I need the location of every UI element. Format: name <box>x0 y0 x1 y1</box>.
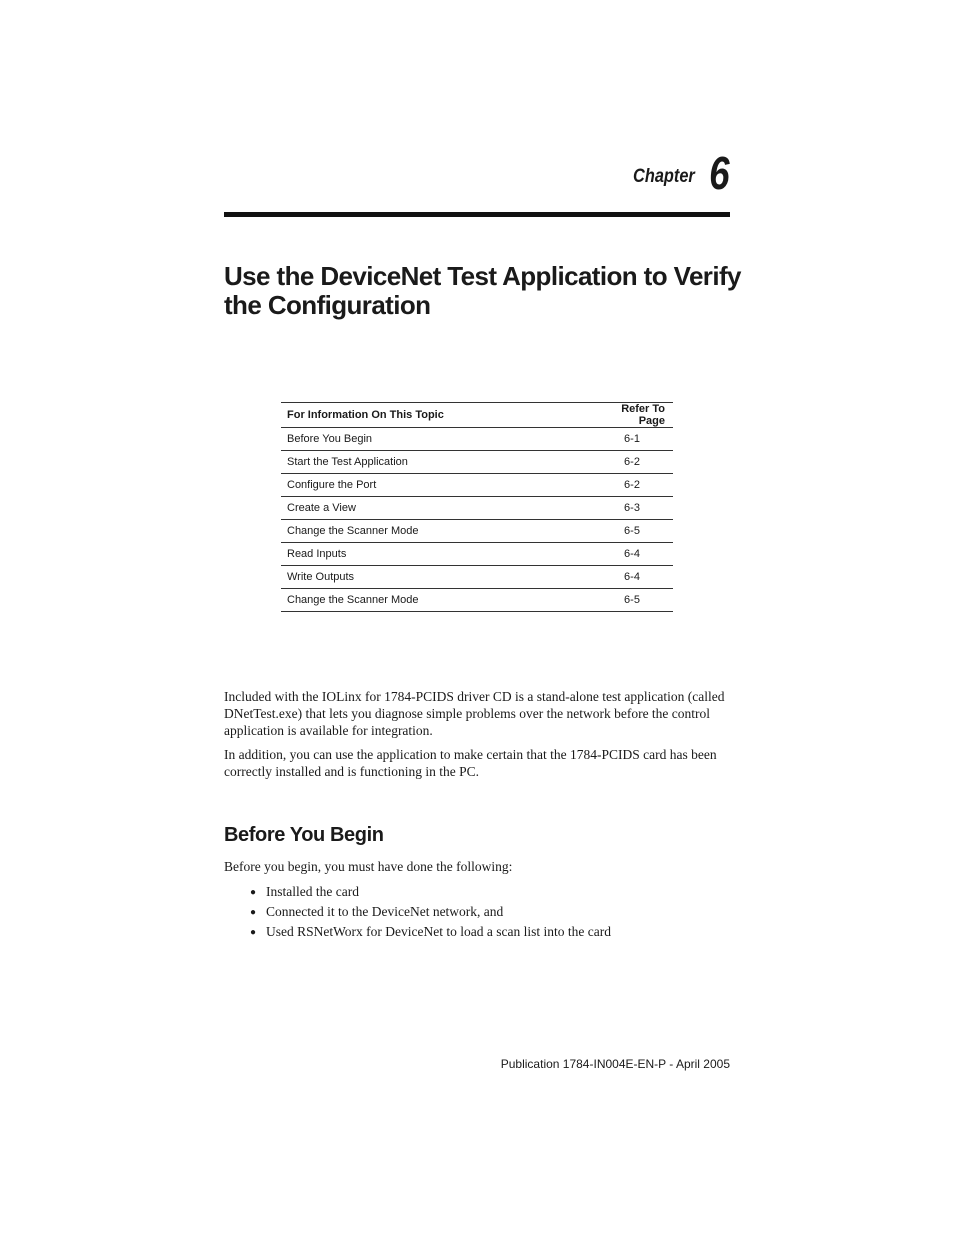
prerequisite-list <box>250 882 611 942</box>
page-cell: 6-3 <box>591 497 673 520</box>
table-row <box>281 589 673 612</box>
topic-cell: Read Inputs <box>281 543 591 566</box>
intro-text <box>224 688 734 787</box>
table-row <box>281 451 673 474</box>
bullet-icon: ● <box>250 886 257 898</box>
bullet-icon: ● <box>250 906 257 918</box>
table-row <box>281 497 673 520</box>
topic-cell: Before You Begin <box>281 428 591 451</box>
chapter-rule <box>224 212 730 217</box>
intro-paragraph: Included with the IOLinx for 1784-PCIDS driver CD is a stand-alone test application (called DNetTest.exe) that lets you diagnose simple problems over the network before the control application is available for integration. <box>224 689 725 738</box>
topic-cell: Change the Scanner Mode <box>281 589 591 612</box>
topic-cell: Change the Scanner Mode <box>281 520 591 543</box>
topic-cell: Configure the Port <box>281 474 591 497</box>
page-title: Use the DeviceNet Test Application to Verify the Configuration <box>224 261 741 320</box>
topic-column-header: For Information On This Topic <box>281 403 591 428</box>
chapter-label: Chapter <box>632 166 695 187</box>
page-cell: 6-5 <box>591 589 673 612</box>
page-cell: 6-2 <box>591 451 673 474</box>
section-lead-text: Before you begin, you must have done the following: <box>224 859 513 874</box>
topic-cell: Create a View <box>281 497 591 520</box>
page-column-header: Refer To Page <box>591 403 673 428</box>
list-item-text: Used RSNetWorx for DeviceNet to load a scan list into the card <box>266 924 611 939</box>
list-item-text: Connected it to the DeviceNet network, and <box>266 904 504 919</box>
topic-cell: Write Outputs <box>281 566 591 589</box>
table-row <box>281 566 673 589</box>
chapter-number: 6 <box>709 147 730 199</box>
section-heading: Before You Begin <box>224 824 384 846</box>
list-item <box>250 882 611 902</box>
list-item-text: Installed the card <box>266 884 359 899</box>
page-cell: 6-4 <box>591 543 673 566</box>
topics-table <box>281 402 673 612</box>
page-cell: 6-1 <box>591 428 673 451</box>
table-row <box>281 520 673 543</box>
table-header-row <box>281 403 673 428</box>
publication-footer: Publication 1784-IN004E-EN-P - April 2005 <box>500 1057 730 1071</box>
intro-paragraph: In addition, you can use the application to make certain that the 1784-PCIDS card has been correctly installed and is functioning in the PC. <box>224 747 717 779</box>
page-cell: 6-5 <box>591 520 673 543</box>
chapter-header <box>623 147 730 199</box>
page-cell: 6-2 <box>591 474 673 497</box>
topic-cell: Start the Test Application <box>281 451 591 474</box>
table-row <box>281 543 673 566</box>
list-item <box>250 922 611 942</box>
page-cell: 6-4 <box>591 566 673 589</box>
list-item <box>250 902 611 922</box>
table-row <box>281 474 673 497</box>
bullet-icon: ● <box>250 926 257 938</box>
table-row <box>281 428 673 451</box>
